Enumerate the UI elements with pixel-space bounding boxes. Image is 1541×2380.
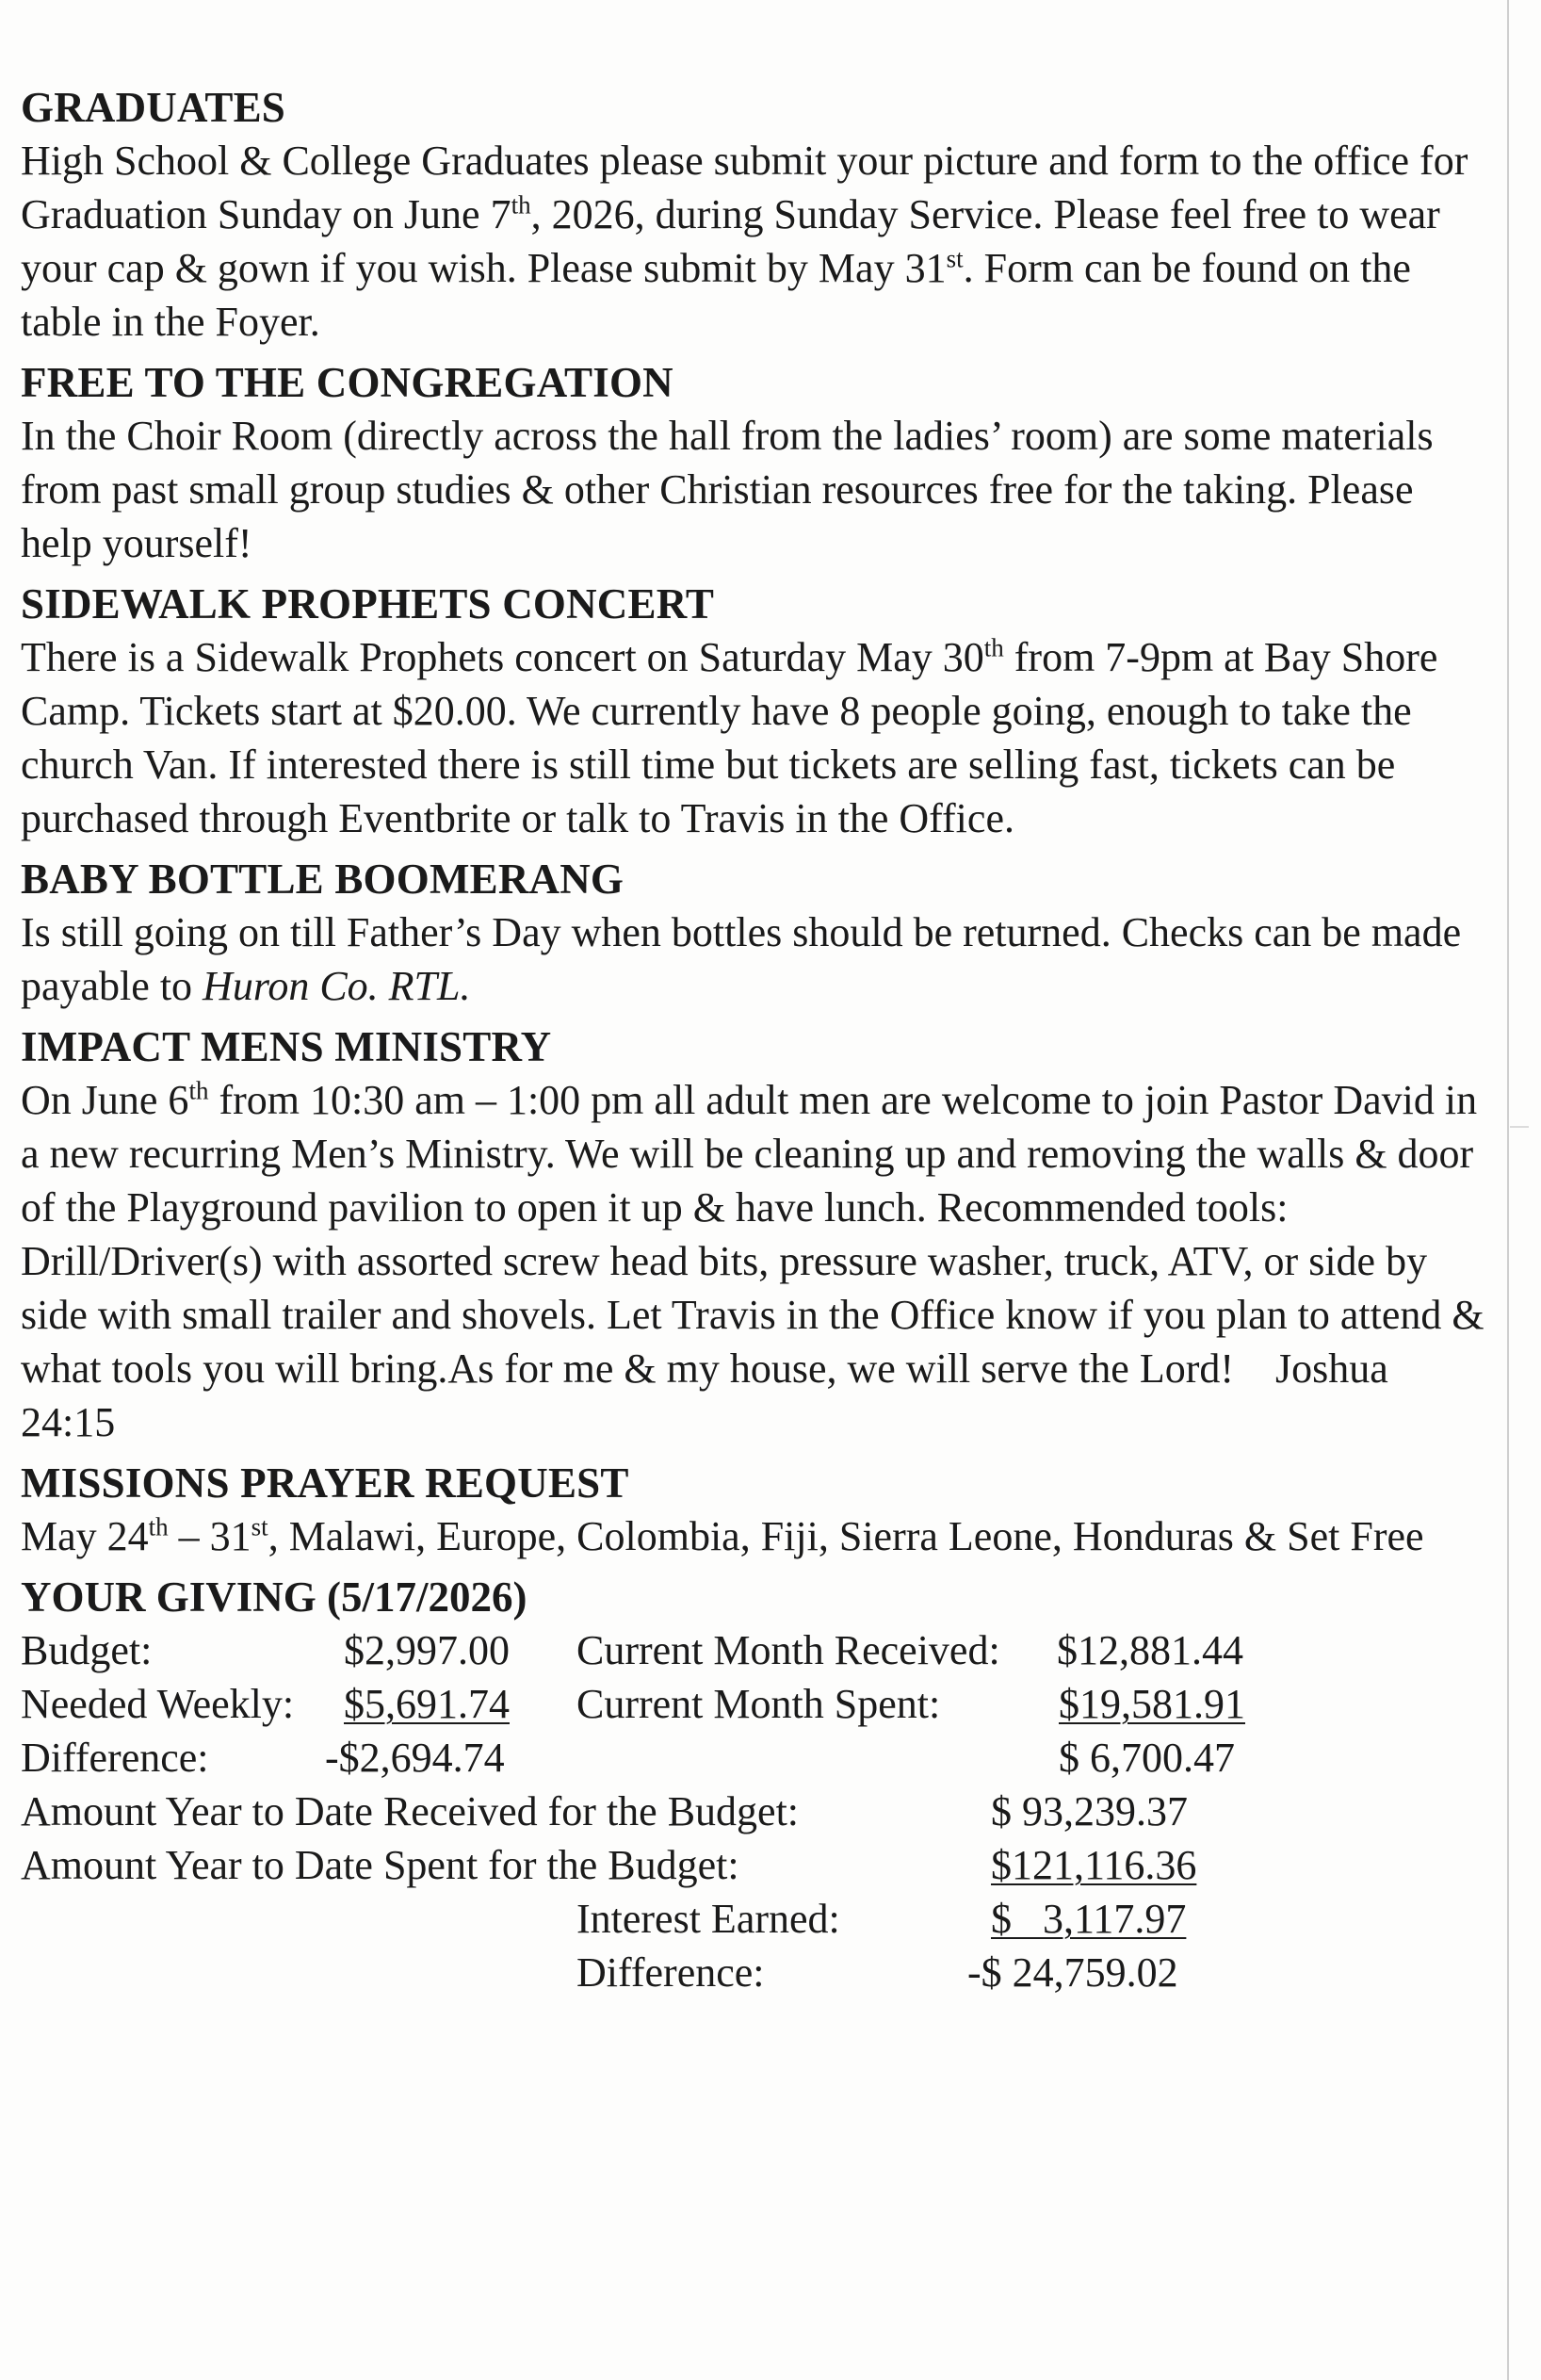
month-spent-value: $19,581.91 [1059,1681,1245,1727]
text-run: Is still going on till Father’s Day when bottles should be returned. Checks can be made payable to [21,909,1462,1009]
month-difference-value: $ 6,700.47 [1059,1735,1235,1781]
section-heading: MISSIONS PRAYER REQUEST [21,1459,629,1507]
superscript: th [148,1512,169,1541]
bulletin-page [21,81,1495,1999]
section-heading: GRADUATES [21,84,286,131]
section-heading: FREE TO THE CONGREGATION [21,359,673,406]
giving-table [21,1623,1490,1999]
giving-row-ytd-spent [21,1838,1490,1892]
margin-mark [1510,1126,1529,1128]
ytd-spent-value: $121,116.36 [991,1842,1197,1888]
payee-name: Huron Co. RTL. [203,963,471,1009]
section-free-to-congregation [21,356,1490,570]
section-paragraph: In the Choir Room (directly across the hall from the ladies’ room) are some materials from past small group studies & other Christian resources free for the taking. Please help yourself! [21,413,1434,566]
section-graduates [21,81,1490,349]
giving-row-needed [21,1677,1490,1731]
ytd-difference-label: Difference: [576,1949,765,1996]
ytd-difference-value: -$ 24,759.02 [967,1949,1178,1996]
difference-value: -$2,694.74 [325,1735,505,1781]
section-heading: BABY BOTTLE BOOMERANG [21,856,625,903]
section-impact-mens-ministry [21,1020,1495,1449]
section-sidewalk-prophets [21,578,1490,845]
section-paragraph [21,1509,1490,1563]
budget-value: $2,997.00 [344,1627,510,1673]
difference-label: Difference: [21,1735,209,1781]
ytd-spent-label: Amount Year to Date Spent for the Budget: [21,1842,739,1888]
superscript: st [946,244,964,273]
ytd-received-label: Amount Year to Date Received for the Budget: [21,1788,800,1834]
superscript: th [511,190,531,220]
section-paragraph [21,1073,1495,1449]
section-paragraph [21,905,1490,1013]
text-run: May 24 [21,1513,149,1559]
section-heading: IMPACT MENS MINISTRY [21,1023,552,1070]
superscript: th [188,1076,209,1105]
interest-label: Interest Earned: [576,1896,840,1942]
text-run: , Malawi, Europe, Colombia, Fiji, Sierra Leone, Honduras & Set Free [268,1513,1424,1559]
text-run: There is a Sidewalk Prophets concert on Saturday May 30 [21,634,984,680]
text-run: On June 6 [21,1077,189,1123]
section-your-giving [21,1571,1490,1999]
giving-row-interest [21,1892,1490,1946]
month-received-label: Current Month Received: [576,1627,1000,1673]
page-edge-line [1507,0,1509,2380]
budget-label: Budget: [21,1627,153,1673]
month-spent-label: Current Month Spent: [576,1681,941,1727]
interest-value: $ 3,117.97 [991,1896,1187,1942]
superscript: th [983,633,1004,662]
text-run: , 2026, during Sunday Service. Please feel free to wear your cap & gown if you wish. Please submit by May 31 [21,191,1440,291]
ytd-received-value: $ 93,239.37 [991,1788,1188,1834]
text-run: – 31 [168,1513,251,1559]
text-run: . Form can be found on the table in the Foyer. [21,245,1411,345]
text-run: High School & College Graduates please submit your picture and form to the office for Graduation Sunday on June 7 [21,138,1468,237]
month-received-value: $12,881.44 [1057,1627,1243,1673]
section-baby-bottle [21,853,1490,1013]
section-paragraph [21,134,1490,349]
giving-row-ytd-difference [21,1946,1490,1999]
giving-heading: YOUR GIVING (5/17/2026) [21,1573,527,1621]
needed-weekly-label: Needed Weekly: [21,1681,295,1727]
section-paragraph [21,630,1490,845]
text-run: from 10:30 am – 1:00 pm all adult men are welcome to join Pastor David in a new recurring Men’s Ministry. We will be cleaning up and removing the walls & door of the Playground pavilion to open it up & have lunch. Recommended tools: Drill/Driver(s) with assorted screw head bits, pressure washer, truck, ATV, or side by side with small trailer and shovels. Let Travis in the Office know if you plan to attend & what tools you will bring.As for me & my house, we will serve the Lord! Joshua 24:15 [21,1077,1495,1445]
giving-row-difference [21,1731,1490,1785]
superscript: st [251,1512,268,1541]
text-run: from 7-9pm at Bay Shore Camp. Tickets start at $20.00. We currently have 8 people going, enough to take the church Van. If interested there is still time but tickets are selling fast, tickets can be purchased through Eventbrite or talk to Travis in the Office. [21,634,1438,841]
section-heading: SIDEWALK PROPHETS CONCERT [21,580,715,628]
giving-row-budget [21,1623,1490,1677]
giving-row-ytd-received [21,1785,1490,1838]
section-missions-prayer [21,1457,1490,1563]
needed-weekly-value: $5,691.74 [344,1681,510,1727]
